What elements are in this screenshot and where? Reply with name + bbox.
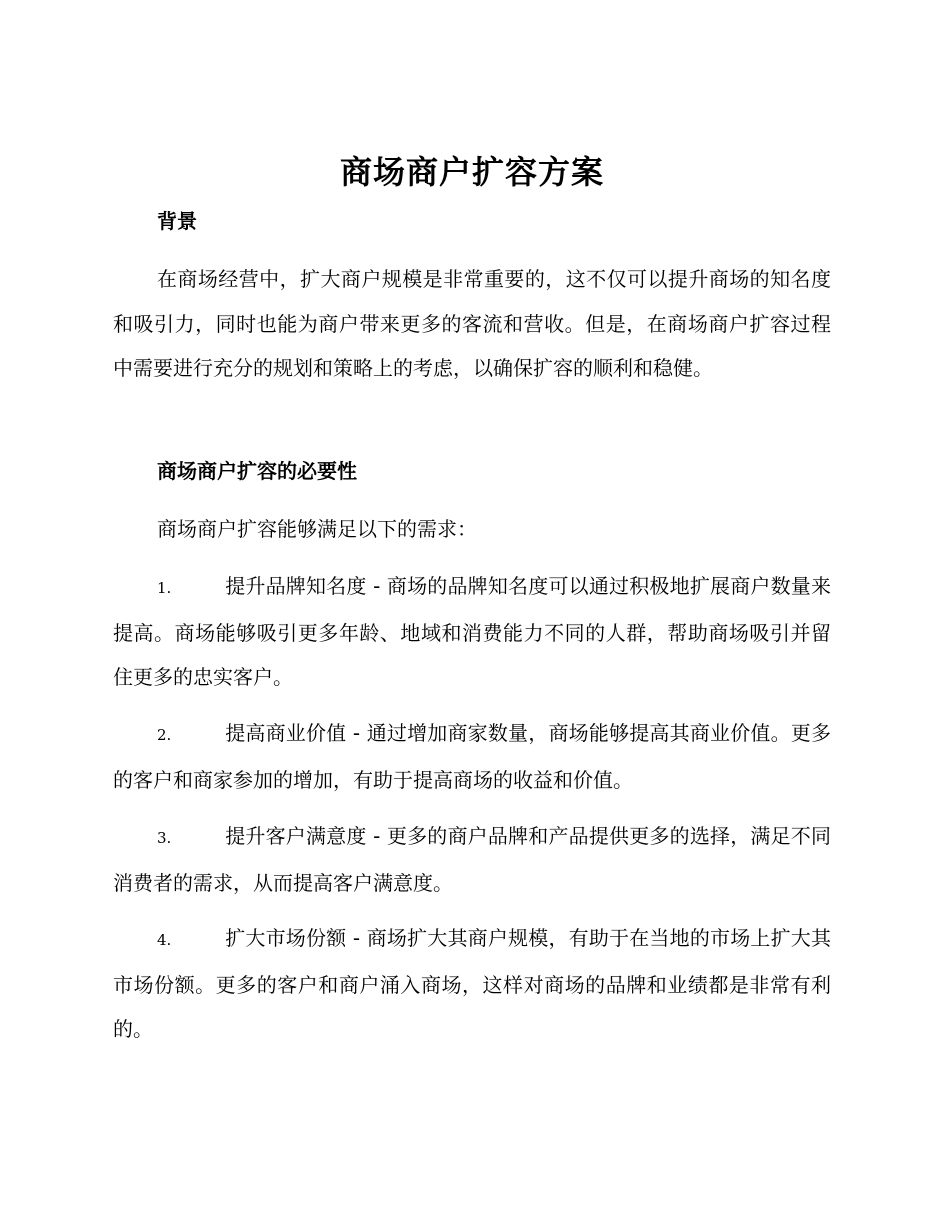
list-item-text: 扩大市场份额 - 商场扩大其商户规模，有助于在当地的市场上扩大其市场份额。更多的客户和商户涌入商场，这样对商场的品牌和业绩都是非常有利的。 <box>113 926 831 1041</box>
section-heading-necessity: 商场商户扩容的必要性 <box>157 459 357 483</box>
list-item-number: 3. <box>157 829 172 847</box>
background-paragraph: 在商场经营中，扩大商户规模是非常重要的，这不仅可以提升商场的知名度和吸引力，同时也能为商户带来更多的客流和营收。但是，在商场商户扩容过程中需要进行充分的规划和策略上的考虑，以确保扩容的顺利和稳健。 <box>113 267 831 380</box>
document-title: 商场商户扩容方案 <box>339 153 604 191</box>
section-heading-background: 背景 <box>157 209 197 233</box>
list-item <box>113 564 831 700</box>
list-item-number: 1. <box>157 579 172 597</box>
list-item-text: 提升客户满意度 - 更多的商户品牌和产品提供更多的选择，满足不同消费者的需求，从而提高客户满意度。 <box>113 824 831 895</box>
list-item-number: 2. <box>157 726 172 744</box>
list-item <box>113 916 831 1052</box>
list-item <box>113 814 831 905</box>
list-item-number: 4. <box>157 931 172 949</box>
necessity-intro: 商场商户扩容能够满足以下的需求： <box>157 517 477 541</box>
list-item-text: 提升品牌知名度 - 商场的品牌知名度可以通过积极地扩展商户数量来提高。商场能够吸引更多年龄、地域和消费能力不同的人群，帮助商场吸引并留住更多的忠实客户。 <box>113 574 831 689</box>
list-item <box>113 711 831 802</box>
list-item-text: 提高商业价值 - 通过增加商家数量，商场能够提高其商业价值。更多的客户和商家参加的增加，有助于提高商场的收益和价值。 <box>113 721 831 792</box>
